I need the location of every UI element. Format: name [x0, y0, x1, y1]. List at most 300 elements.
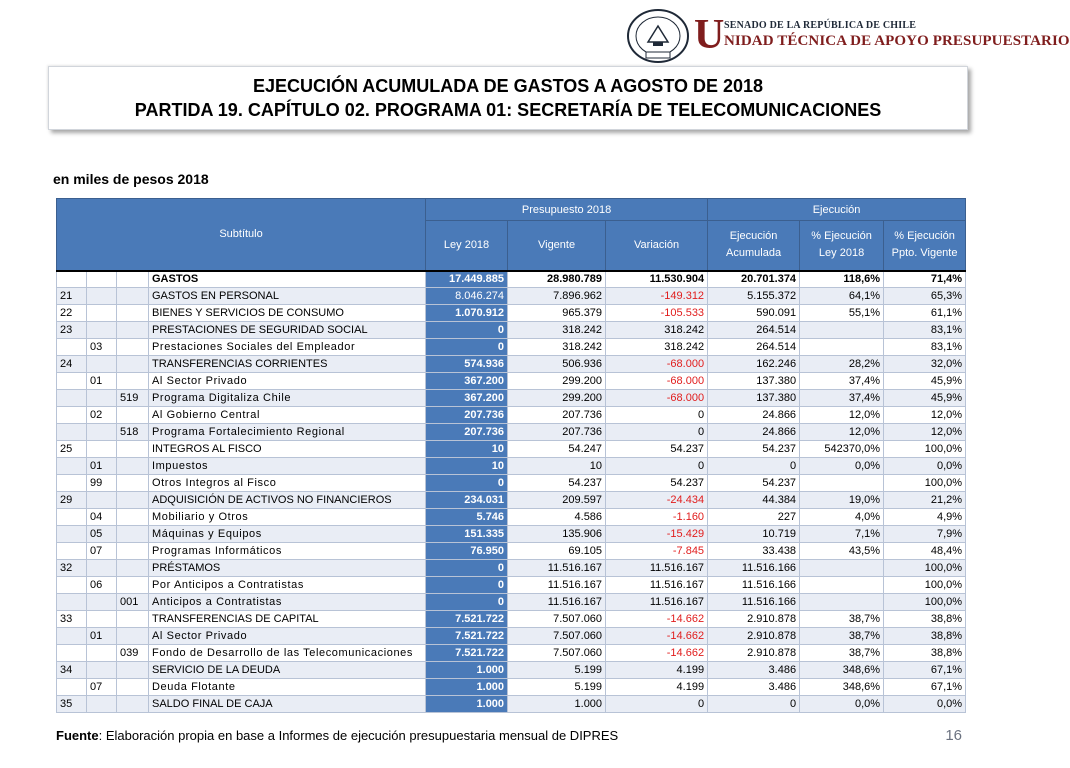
item-code — [87, 594, 117, 611]
brand-unit-line: NIDAD TÉCNICA DE APOYO PRESUPUESTARIO — [724, 33, 1070, 49]
ley-value: 0 — [426, 594, 508, 611]
table-row — [57, 492, 966, 509]
table-row — [57, 662, 966, 679]
variacion-value: -149.312 — [606, 288, 708, 305]
asignacion-code — [117, 662, 149, 679]
pct-vigente-value: 0,0% — [884, 696, 966, 713]
vigente-value: 318.242 — [508, 339, 606, 356]
ley-value: 0 — [426, 475, 508, 492]
description: Otros Integros al Fisco — [149, 475, 426, 492]
variacion-value: -1.160 — [606, 509, 708, 526]
pct-ley-value: 55,1% — [800, 305, 884, 322]
asignacion-code: 519 — [117, 390, 149, 407]
ejecucion-value: 227 — [708, 509, 800, 526]
item-code: 99 — [87, 475, 117, 492]
item-code: 07 — [87, 679, 117, 696]
budget-table — [56, 198, 966, 713]
ley-value: 8.046.274 — [426, 288, 508, 305]
vigente-value: 5.199 — [508, 679, 606, 696]
vigente-value: 135.906 — [508, 526, 606, 543]
ejecucion-value: 11.516.166 — [708, 594, 800, 611]
subtitle-code — [57, 645, 87, 662]
description: SERVICIO DE LA DEUDA — [149, 662, 426, 679]
pct-ley-value: 38,7% — [800, 628, 884, 645]
vigente-value: 5.199 — [508, 662, 606, 679]
item-code: 01 — [87, 373, 117, 390]
table-row — [57, 458, 966, 475]
header-subtitulo: Subtítulo — [57, 199, 426, 271]
ley-value: 1.000 — [426, 696, 508, 713]
pct-ley-value: 12,0% — [800, 407, 884, 424]
subtitle-code — [57, 679, 87, 696]
pct-vigente-value: 32,0% — [884, 356, 966, 373]
ejecucion-value: 3.486 — [708, 662, 800, 679]
source-label: Fuente — [56, 728, 99, 743]
variacion-value: -68.000 — [606, 373, 708, 390]
table-row — [57, 288, 966, 305]
subtitle-code: 32 — [57, 560, 87, 577]
ejecucion-value: 590.091 — [708, 305, 800, 322]
table-row — [57, 645, 966, 662]
variacion-value: 11.516.167 — [606, 560, 708, 577]
table-row — [57, 679, 966, 696]
variacion-value: 318.242 — [606, 322, 708, 339]
subtitle-code: 21 — [57, 288, 87, 305]
vigente-value: 7.507.060 — [508, 611, 606, 628]
subtitle-code — [57, 407, 87, 424]
brand-senate-line: SENADO DE LA REPÚBLICA DE CHILE — [724, 20, 917, 31]
table-row — [57, 390, 966, 407]
header-ejecucion-acumulada — [708, 221, 800, 271]
pct-vigente-value: 100,0% — [884, 475, 966, 492]
pct-ley-value: 542370,0% — [800, 441, 884, 458]
subtitle-code: 25 — [57, 441, 87, 458]
header-pct-ley-l2: Ley 2018 — [818, 247, 865, 260]
item-code — [87, 696, 117, 713]
variacion-value: -105.533 — [606, 305, 708, 322]
variacion-value: 4.199 — [606, 662, 708, 679]
ejecucion-value: 2.910.878 — [708, 611, 800, 628]
asignacion-code — [117, 475, 149, 492]
ejecucion-value: 20.701.374 — [708, 271, 800, 288]
pct-ley-value: 118,6% — [800, 271, 884, 288]
asignacion-code: 039 — [117, 645, 149, 662]
description: INTEGROS AL FISCO — [149, 441, 426, 458]
item-code: 04 — [87, 509, 117, 526]
pct-ley-value — [800, 560, 884, 577]
subtitle-code — [57, 373, 87, 390]
item-code: 01 — [87, 458, 117, 475]
table-row — [57, 271, 966, 288]
pct-vigente-value: 12,0% — [884, 407, 966, 424]
pct-vigente-value: 71,4% — [884, 271, 966, 288]
vigente-value: 11.516.167 — [508, 577, 606, 594]
pct-vigente-value: 100,0% — [884, 594, 966, 611]
description: Impuestos — [149, 458, 426, 475]
pct-ley-value: 38,7% — [800, 611, 884, 628]
description: Programas Informáticos — [149, 543, 426, 560]
table-row — [57, 628, 966, 645]
pct-ley-value — [800, 339, 884, 356]
variacion-value: -7.845 — [606, 543, 708, 560]
item-code: 01 — [87, 628, 117, 645]
variacion-value: 11.530.904 — [606, 271, 708, 288]
vigente-value: 10 — [508, 458, 606, 475]
pct-ley-value: 0,0% — [800, 696, 884, 713]
subtitle-code — [57, 577, 87, 594]
pct-vigente-value: 38,8% — [884, 645, 966, 662]
ley-value: 207.736 — [426, 424, 508, 441]
variacion-value: -15.429 — [606, 526, 708, 543]
table-body — [57, 271, 966, 713]
asignacion-code — [117, 441, 149, 458]
ejecucion-value: 137.380 — [708, 373, 800, 390]
table-row — [57, 407, 966, 424]
pct-ley-value — [800, 322, 884, 339]
subtitle-code — [57, 628, 87, 645]
description: Máquinas y Equipos — [149, 526, 426, 543]
subtitle-code: 23 — [57, 322, 87, 339]
brand-initial: U — [694, 12, 725, 58]
variacion-value: -14.662 — [606, 628, 708, 645]
description: Programa Digitaliza Chile — [149, 390, 426, 407]
variacion-value: 54.237 — [606, 441, 708, 458]
asignacion-code — [117, 271, 149, 288]
ejecucion-value: 11.516.166 — [708, 560, 800, 577]
ley-value: 7.521.722 — [426, 628, 508, 645]
asignacion-code — [117, 458, 149, 475]
asignacion-code — [117, 543, 149, 560]
asignacion-code — [117, 373, 149, 390]
pct-vigente-value: 12,0% — [884, 424, 966, 441]
pct-vigente-value: 38,8% — [884, 611, 966, 628]
ley-value: 5.746 — [426, 509, 508, 526]
variacion-value: 11.516.167 — [606, 577, 708, 594]
item-code — [87, 356, 117, 373]
pct-ley-value: 348,6% — [800, 679, 884, 696]
asignacion-code — [117, 560, 149, 577]
variacion-value: -68.000 — [606, 356, 708, 373]
vigente-value: 299.200 — [508, 390, 606, 407]
item-code — [87, 662, 117, 679]
pct-vigente-value: 65,3% — [884, 288, 966, 305]
ejecucion-value: 11.516.166 — [708, 577, 800, 594]
ley-value: 0 — [426, 560, 508, 577]
asignacion-code — [117, 696, 149, 713]
pct-vigente-value: 83,1% — [884, 339, 966, 356]
asignacion-code — [117, 288, 149, 305]
table-row — [57, 577, 966, 594]
ley-value: 0 — [426, 322, 508, 339]
description: GASTOS EN PERSONAL — [149, 288, 426, 305]
item-code — [87, 305, 117, 322]
description: Al Sector Privado — [149, 373, 426, 390]
ley-value: 7.521.722 — [426, 611, 508, 628]
asignacion-code — [117, 322, 149, 339]
description: Al Gobierno Central — [149, 407, 426, 424]
item-code: 05 — [87, 526, 117, 543]
pct-vigente-value: 45,9% — [884, 373, 966, 390]
description: Fondo de Desarrollo de las Telecomunicaciones — [149, 645, 426, 662]
vigente-value: 11.516.167 — [508, 560, 606, 577]
pct-ley-value — [800, 577, 884, 594]
variacion-value: 0 — [606, 696, 708, 713]
header-pct-ley — [800, 221, 884, 271]
ley-value: 0 — [426, 339, 508, 356]
ley-value: 10 — [426, 458, 508, 475]
vigente-value: 69.105 — [508, 543, 606, 560]
pct-ley-value: 37,4% — [800, 390, 884, 407]
pct-vigente-value: 48,4% — [884, 543, 966, 560]
header-pct-ley-l1: % Ejecución — [811, 230, 872, 243]
header-variacion: Variación — [606, 221, 708, 271]
item-code — [87, 645, 117, 662]
ley-value: 207.736 — [426, 407, 508, 424]
pct-vigente-value: 45,9% — [884, 390, 966, 407]
subtitle-code: 22 — [57, 305, 87, 322]
vigente-value: 11.516.167 — [508, 594, 606, 611]
table-row — [57, 509, 966, 526]
item-code — [87, 288, 117, 305]
pct-ley-value: 28,2% — [800, 356, 884, 373]
vigente-value: 318.242 — [508, 322, 606, 339]
item-code — [87, 271, 117, 288]
ejecucion-value: 264.514 — [708, 322, 800, 339]
pct-ley-value: 7,1% — [800, 526, 884, 543]
description: SALDO FINAL DE CAJA — [149, 696, 426, 713]
item-code: 07 — [87, 543, 117, 560]
header-pct-vig-l1: % Ejecución — [894, 230, 955, 243]
ley-value: 1.000 — [426, 662, 508, 679]
pct-ley-value: 37,4% — [800, 373, 884, 390]
description: Por Anticipos a Contratistas — [149, 577, 426, 594]
item-code — [87, 441, 117, 458]
ejecucion-value: 33.438 — [708, 543, 800, 560]
item-code: 06 — [87, 577, 117, 594]
title-line-2: PARTIDA 19. CAPÍTULO 02. PROGRAMA 01: SECRETARÍA DE TELECOMUNICACIONES — [134, 100, 882, 120]
ley-value: 367.200 — [426, 390, 508, 407]
table-row — [57, 594, 966, 611]
pct-ley-value: 4,0% — [800, 509, 884, 526]
units-note: en miles de pesos 2018 — [53, 171, 209, 187]
pct-vigente-value: 61,1% — [884, 305, 966, 322]
table-row — [57, 696, 966, 713]
pct-ley-value: 43,5% — [800, 543, 884, 560]
asignacion-code — [117, 628, 149, 645]
ley-value: 574.936 — [426, 356, 508, 373]
asignacion-code: 518 — [117, 424, 149, 441]
table-row — [57, 339, 966, 356]
ejecucion-value: 264.514 — [708, 339, 800, 356]
subtitle-code: 24 — [57, 356, 87, 373]
item-code — [87, 424, 117, 441]
page-number: 16 — [945, 727, 962, 744]
pct-vigente-value: 0,0% — [884, 458, 966, 475]
asignacion-code — [117, 526, 149, 543]
ejecucion-value: 5.155.372 — [708, 288, 800, 305]
vigente-value: 54.247 — [508, 441, 606, 458]
header-ejecucion: Ejecución — [708, 199, 966, 221]
header-pct-vig-l2: Ppto. Vigente — [891, 247, 958, 260]
ejecucion-value: 10.719 — [708, 526, 800, 543]
description: Prestaciones Sociales del Empleador — [149, 339, 426, 356]
item-code — [87, 492, 117, 509]
item-code: 02 — [87, 407, 117, 424]
subtitle-code: 34 — [57, 662, 87, 679]
asignacion-code — [117, 679, 149, 696]
vigente-value: 28.980.789 — [508, 271, 606, 288]
description: PRÉSTAMOS — [149, 560, 426, 577]
vigente-value: 54.237 — [508, 475, 606, 492]
pct-vigente-value: 100,0% — [884, 560, 966, 577]
table-row — [57, 475, 966, 492]
asignacion-code — [117, 492, 149, 509]
table-row — [57, 543, 966, 560]
senate-seal-icon — [626, 8, 690, 64]
item-code — [87, 560, 117, 577]
subtitle-code — [57, 543, 87, 560]
description: TRANSFERENCIAS DE CAPITAL — [149, 611, 426, 628]
ejecucion-value: 0 — [708, 458, 800, 475]
variacion-value: 318.242 — [606, 339, 708, 356]
subtitle-code — [57, 339, 87, 356]
pct-vigente-value: 67,1% — [884, 662, 966, 679]
table-row — [57, 373, 966, 390]
table-row — [57, 322, 966, 339]
vigente-value: 1.000 — [508, 696, 606, 713]
asignacion-code: 001 — [117, 594, 149, 611]
subtitle-code: 35 — [57, 696, 87, 713]
pct-vigente-value: 21,2% — [884, 492, 966, 509]
ejecucion-value: 3.486 — [708, 679, 800, 696]
table-row — [57, 560, 966, 577]
source-note — [56, 728, 618, 743]
pct-vigente-value: 83,1% — [884, 322, 966, 339]
vigente-value: 506.936 — [508, 356, 606, 373]
asignacion-code — [117, 305, 149, 322]
vigente-value: 4.586 — [508, 509, 606, 526]
ley-value: 367.200 — [426, 373, 508, 390]
ejecucion-value: 0 — [708, 696, 800, 713]
ejecucion-value: 137.380 — [708, 390, 800, 407]
subtitle-code: 33 — [57, 611, 87, 628]
header-vigente: Vigente — [508, 221, 606, 271]
item-code — [87, 322, 117, 339]
pct-vigente-value: 100,0% — [884, 577, 966, 594]
asignacion-code — [117, 577, 149, 594]
ley-value: 1.070.912 — [426, 305, 508, 322]
vigente-value: 7.507.060 — [508, 628, 606, 645]
pct-ley-value: 12,0% — [800, 424, 884, 441]
asignacion-code — [117, 509, 149, 526]
ley-value: 10 — [426, 441, 508, 458]
header-presupuesto: Presupuesto 2018 — [426, 199, 708, 221]
vigente-value: 209.597 — [508, 492, 606, 509]
table-row — [57, 441, 966, 458]
table-row — [57, 611, 966, 628]
header-ley: Ley 2018 — [426, 221, 508, 271]
variacion-value: -68.000 — [606, 390, 708, 407]
description: GASTOS — [149, 271, 426, 288]
description: Deuda Flotante — [149, 679, 426, 696]
variacion-value: -24.434 — [606, 492, 708, 509]
pct-ley-value — [800, 594, 884, 611]
pct-ley-value: 0,0% — [800, 458, 884, 475]
vigente-value: 207.736 — [508, 424, 606, 441]
subtitle-code — [57, 509, 87, 526]
ejecucion-value: 54.237 — [708, 441, 800, 458]
ejecucion-value: 2.910.878 — [708, 628, 800, 645]
vigente-value: 965.379 — [508, 305, 606, 322]
ley-value: 0 — [426, 577, 508, 594]
ley-value: 17.449.885 — [426, 271, 508, 288]
vigente-value: 207.736 — [508, 407, 606, 424]
pct-ley-value: 38,7% — [800, 645, 884, 662]
ejecucion-value: 162.246 — [708, 356, 800, 373]
subtitle-code: 29 — [57, 492, 87, 509]
variacion-value: 0 — [606, 407, 708, 424]
description: BIENES Y SERVICIOS DE CONSUMO — [149, 305, 426, 322]
subtitle-code — [57, 475, 87, 492]
pct-ley-value — [800, 475, 884, 492]
description: TRANSFERENCIAS CORRIENTES — [149, 356, 426, 373]
pct-ley-value: 64,1% — [800, 288, 884, 305]
table-row — [57, 356, 966, 373]
header-ejec-acum-l2: Acumulada — [726, 247, 782, 260]
vigente-value: 299.200 — [508, 373, 606, 390]
asignacion-code — [117, 339, 149, 356]
table-row — [57, 424, 966, 441]
ley-value: 151.335 — [426, 526, 508, 543]
description: Anticipos a Contratistas — [149, 594, 426, 611]
description: Programa Fortalecimiento Regional — [149, 424, 426, 441]
vigente-value: 7.507.060 — [508, 645, 606, 662]
variacion-value: 0 — [606, 458, 708, 475]
description: PRESTACIONES DE SEGURIDAD SOCIAL — [149, 322, 426, 339]
unit-logo — [626, 8, 1070, 64]
variacion-value: -14.662 — [606, 611, 708, 628]
variacion-value: 4.199 — [606, 679, 708, 696]
asignacion-code — [117, 611, 149, 628]
item-code — [87, 390, 117, 407]
ley-value: 234.031 — [426, 492, 508, 509]
item-code — [87, 611, 117, 628]
table-row — [57, 305, 966, 322]
pct-ley-value: 19,0% — [800, 492, 884, 509]
ley-value: 1.000 — [426, 679, 508, 696]
ejecucion-value: 24.866 — [708, 424, 800, 441]
pct-vigente-value: 7,9% — [884, 526, 966, 543]
subtitle-code — [57, 390, 87, 407]
ejecucion-value: 44.384 — [708, 492, 800, 509]
subtitle-code — [57, 271, 87, 288]
slide-title — [48, 66, 968, 130]
subtitle-code — [57, 594, 87, 611]
table-row — [57, 526, 966, 543]
variacion-value: -14.662 — [606, 645, 708, 662]
description: Mobiliario y Otros — [149, 509, 426, 526]
pct-ley-value: 348,6% — [800, 662, 884, 679]
variacion-value: 0 — [606, 424, 708, 441]
variacion-value: 11.516.167 — [606, 594, 708, 611]
pct-vigente-value: 67,1% — [884, 679, 966, 696]
pct-vigente-value: 4,9% — [884, 509, 966, 526]
item-code: 03 — [87, 339, 117, 356]
description: ADQUISICIÓN DE ACTIVOS NO FINANCIEROS — [149, 492, 426, 509]
source-text: : Elaboración propia en base a Informes de ejecución presupuestaria mensual de DIPRES — [98, 728, 619, 743]
ejecucion-value: 24.866 — [708, 407, 800, 424]
variacion-value: 54.237 — [606, 475, 708, 492]
